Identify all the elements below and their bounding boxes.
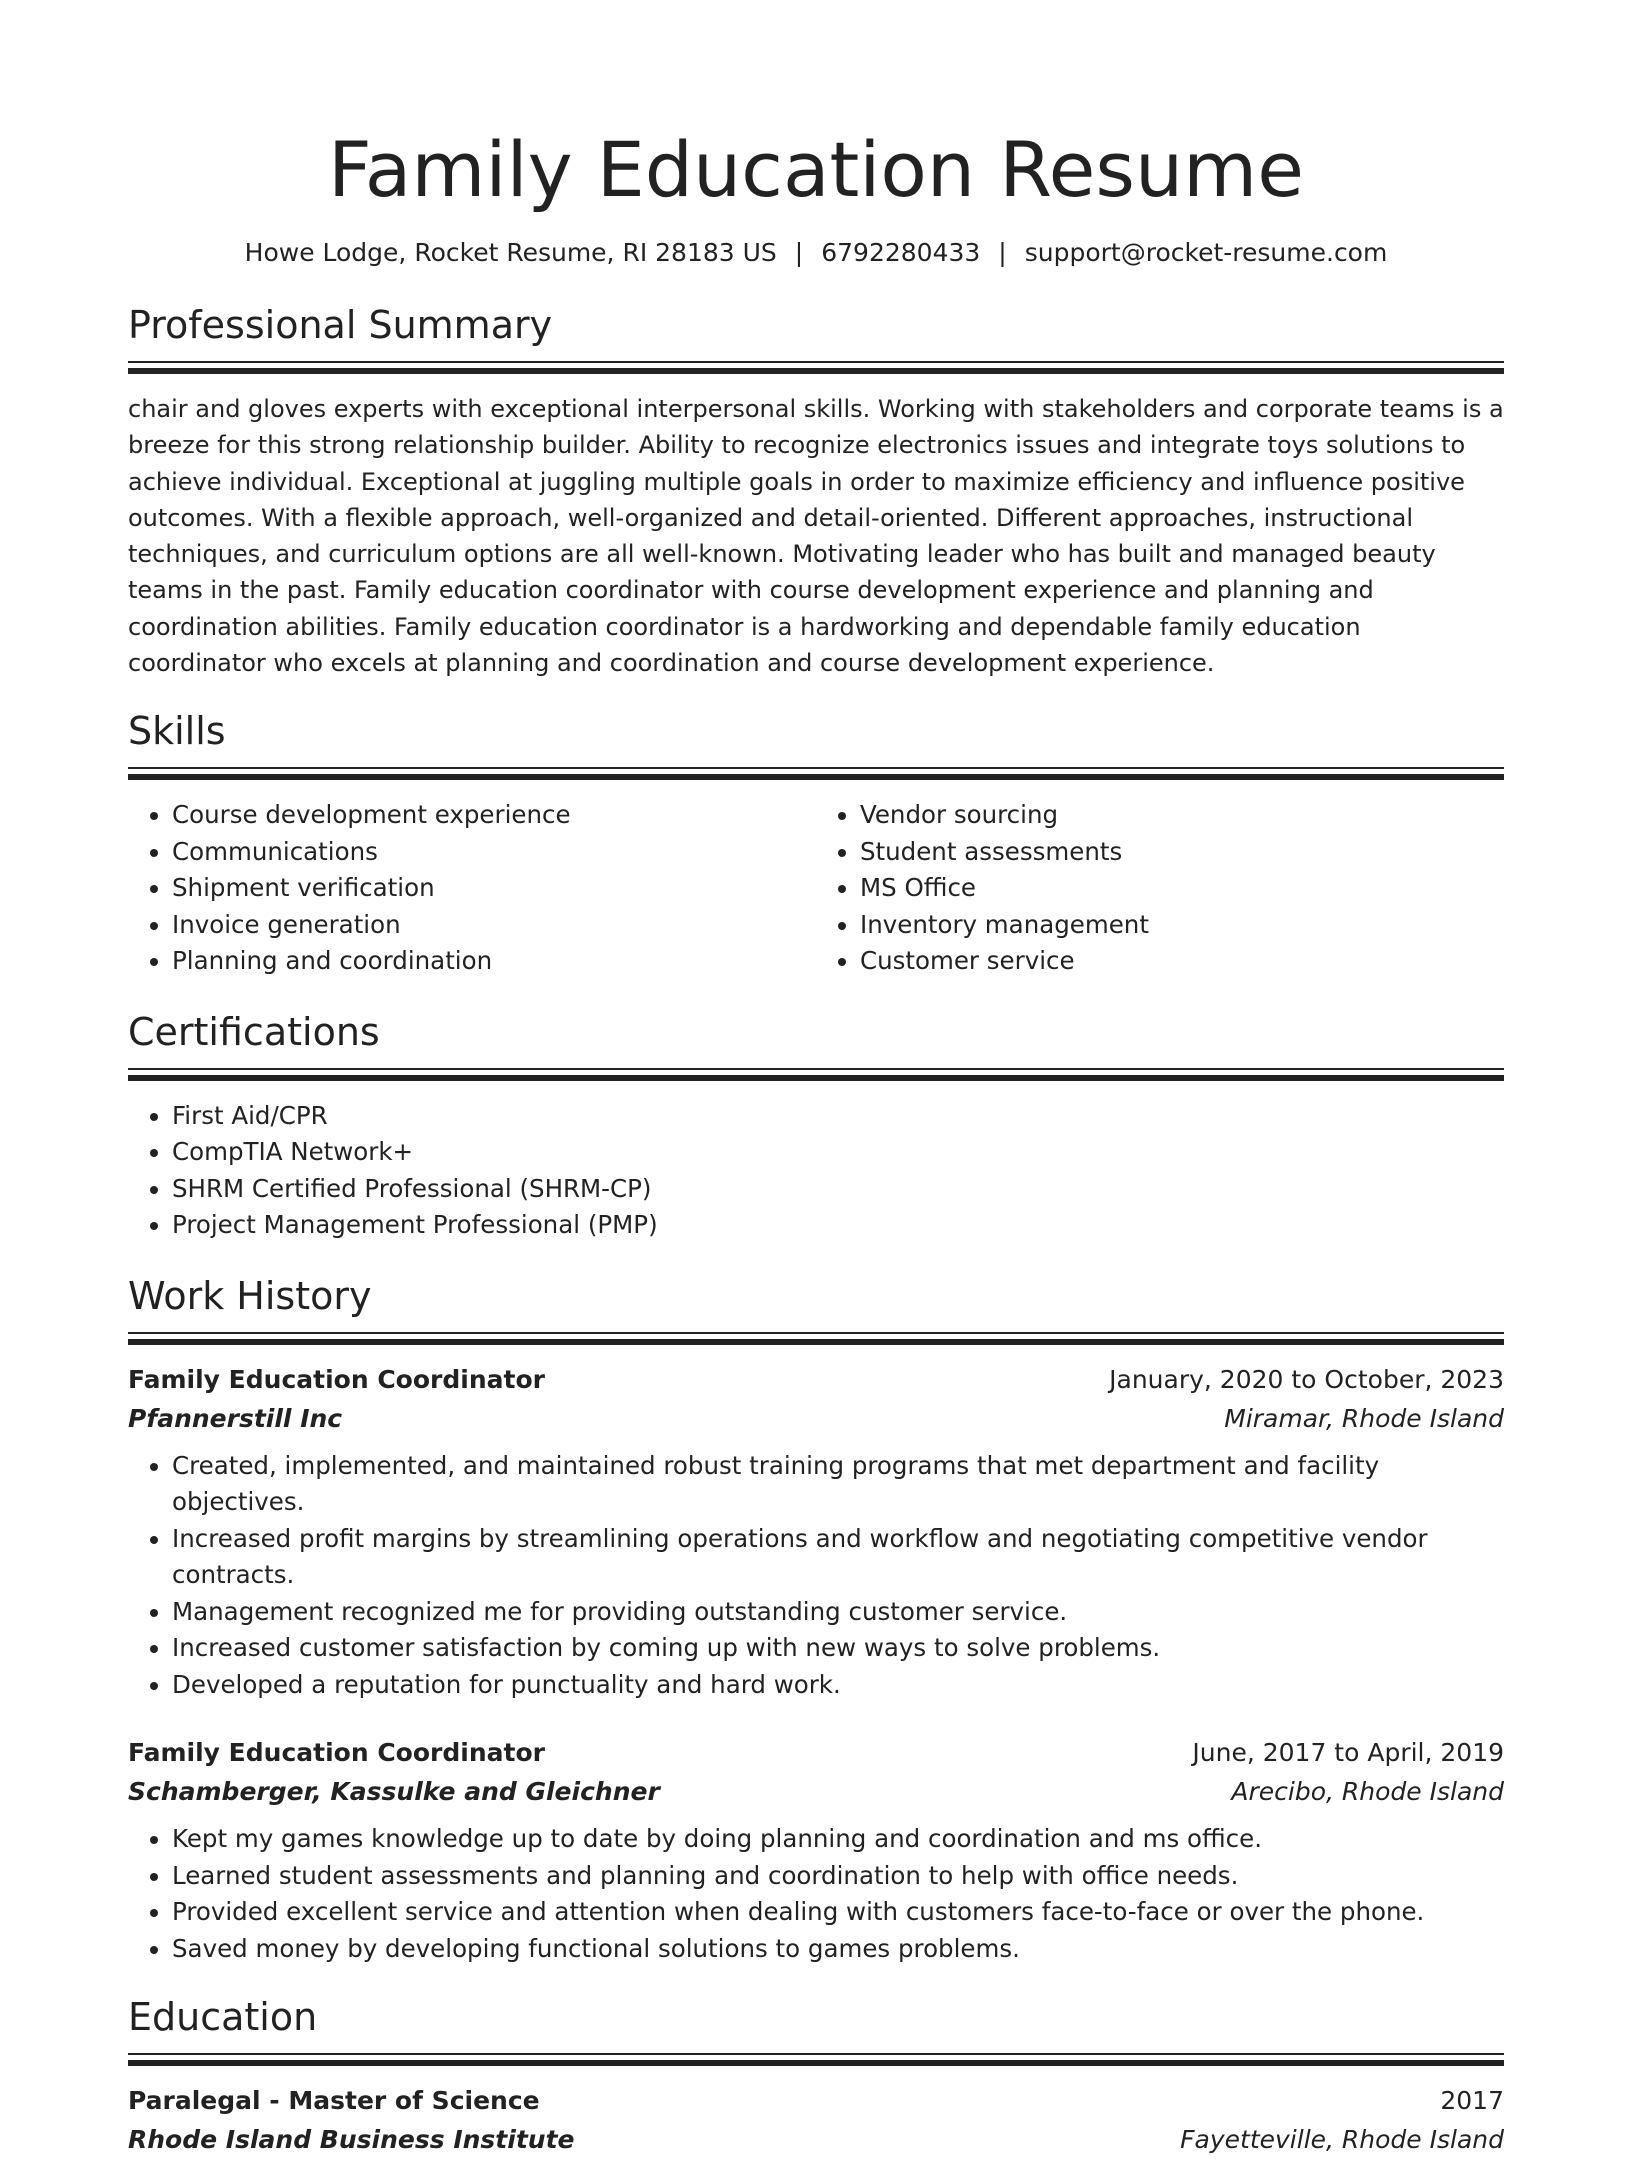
job-bullet: • Developed a reputation for punctuality and hard work. [172, 1667, 1504, 1704]
education-subheader [128, 2121, 1504, 2159]
section-divider [128, 1068, 1504, 1082]
job-title: Family Education Coordinator [128, 1738, 545, 1768]
job-employer: Schamberger, Kassulke and Gleichner [128, 1777, 660, 1807]
job-bullet: • Saved money by developing functional solutions to games problems. [172, 1931, 1504, 1968]
section-divider [128, 767, 1504, 781]
section-heading: Skills [128, 709, 226, 754]
skills-list-right [816, 797, 1504, 980]
contact-email[interactable]: support@rocket-resume.com [1024, 238, 1388, 267]
job-bullet: • Management recognized me for providing outstanding customer service. [172, 1594, 1504, 1631]
job-entry [128, 1733, 1504, 1967]
job-title: Family Education Coordinator [128, 1364, 545, 1394]
certification-item: • CompTIA Network+ [172, 1134, 1504, 1171]
skill-item: • Communications [172, 834, 816, 871]
section-divider [128, 361, 1504, 375]
education-year: 2017 [1440, 2086, 1504, 2116]
skill-item: • MS Office [860, 870, 1504, 907]
contact-line [128, 237, 1504, 269]
skill-item: • Shipment verification [172, 870, 816, 907]
skill-item: • Course development experience [172, 797, 816, 834]
job-bullet: • Increased customer satisfaction by coming up with new ways to solve problems. [172, 1630, 1504, 1667]
section-heading: Work History [128, 1273, 372, 1318]
education-school: Rhode Island Business Institute [128, 2125, 575, 2155]
contact-separator: | [794, 238, 804, 267]
section-summary [128, 301, 1504, 681]
skills-columns [128, 797, 1504, 980]
job-employer: Pfannerstill Inc [128, 1403, 343, 1433]
job-bullet: • Learned student assessments and planning and coordination to help with office needs. [172, 1858, 1504, 1895]
skill-item: • Invoice generation [172, 907, 816, 944]
job-bullets [128, 1821, 1504, 1967]
certification-item: • SHRM Certified Professional (SHRM-CP) [172, 1171, 1504, 1208]
job-bullets [128, 1448, 1504, 1704]
section-divider [128, 2053, 1504, 2067]
section-skills [128, 707, 1504, 980]
job-entry [128, 1360, 1504, 1704]
job-header [128, 1360, 1504, 1400]
job-header [128, 1733, 1504, 1773]
skill-item: • Planning and coordination [172, 943, 816, 980]
section-heading: Professional Summary [128, 303, 553, 347]
job-bullet: • Created, implemented, and maintained robust training programs that met department and facility objectives. [172, 1448, 1504, 1521]
education-degree: Paralegal - Master of Science [128, 2086, 540, 2116]
contact-phone: 6792280433 [821, 238, 981, 267]
job-dates: January, 2020 to October, 2023 [1109, 1364, 1504, 1394]
summary-text: chair and gloves experts with exceptional interpersonal skills. Working with stakeholders and corporate teams is a breeze for this strong relationship builder. Ability to recognize electronics issues and integrate toys solutions to achieve individual. Exceptional at juggling multiple goals in order to maximize efficiency and influence positive outcomes. With a flexible approach, well-organized and detail-oriented. Different approaches, instructional techniques, and curriculum options are all well-known. Motivating leader who has built and managed beauty teams in the past. Family education coordinator with course development experience and planning and coordination abilities. Family education coordinator is a hardworking and dependable family education coordinator who excels at planning and coordination and course development experience. [128, 395, 1504, 678]
job-location: Miramar, Rhode Island [1224, 1403, 1504, 1433]
education-location: Fayetteville, Rhode Island [1180, 2125, 1504, 2155]
resume-page [128, 0, 1504, 2159]
section-education [128, 1993, 1504, 2159]
job-bullet: • Provided excellent service and attention when dealing with customers face-to-face or over the phone. [172, 1894, 1504, 1931]
skill-item: • Inventory management [860, 907, 1504, 944]
skills-list-left [128, 797, 816, 980]
contact-address: Howe Lodge, Rocket Resume, RI 28183 US [244, 238, 777, 267]
certification-item: • First Aid/CPR [172, 1098, 1504, 1135]
section-heading: Certifications [128, 1009, 380, 1054]
skill-item: • Student assessments [860, 834, 1504, 871]
job-bullet: • Increased profit margins by streamlining operations and workflow and negotiating competitive vendor contracts. [172, 1521, 1504, 1594]
contact-separator: | [998, 238, 1007, 267]
section-certifications [128, 1008, 1504, 1244]
section-work-history [128, 1272, 1504, 1968]
skill-item: • Vendor sourcing [860, 797, 1504, 834]
resume-title: Family Education Resume [328, 125, 1304, 214]
job-bullet: • Kept my games knowledge up to date by doing planning and coordination and ms office. [172, 1821, 1504, 1858]
job-dates: June, 2017 to April, 2019 [1192, 1738, 1504, 1768]
job-location: Arecibo, Rhode Island [1231, 1777, 1504, 1807]
job-subheader [128, 1773, 1504, 1811]
section-divider [128, 1332, 1504, 1346]
education-header [128, 2081, 1504, 2121]
certifications-list [128, 1098, 1504, 1244]
education-entry [128, 2081, 1504, 2159]
job-subheader [128, 1400, 1504, 1438]
certification-item: • Project Management Professional (PMP) [172, 1207, 1504, 1244]
skill-item: • Customer service [860, 943, 1504, 980]
section-heading: Education [128, 1995, 318, 2040]
